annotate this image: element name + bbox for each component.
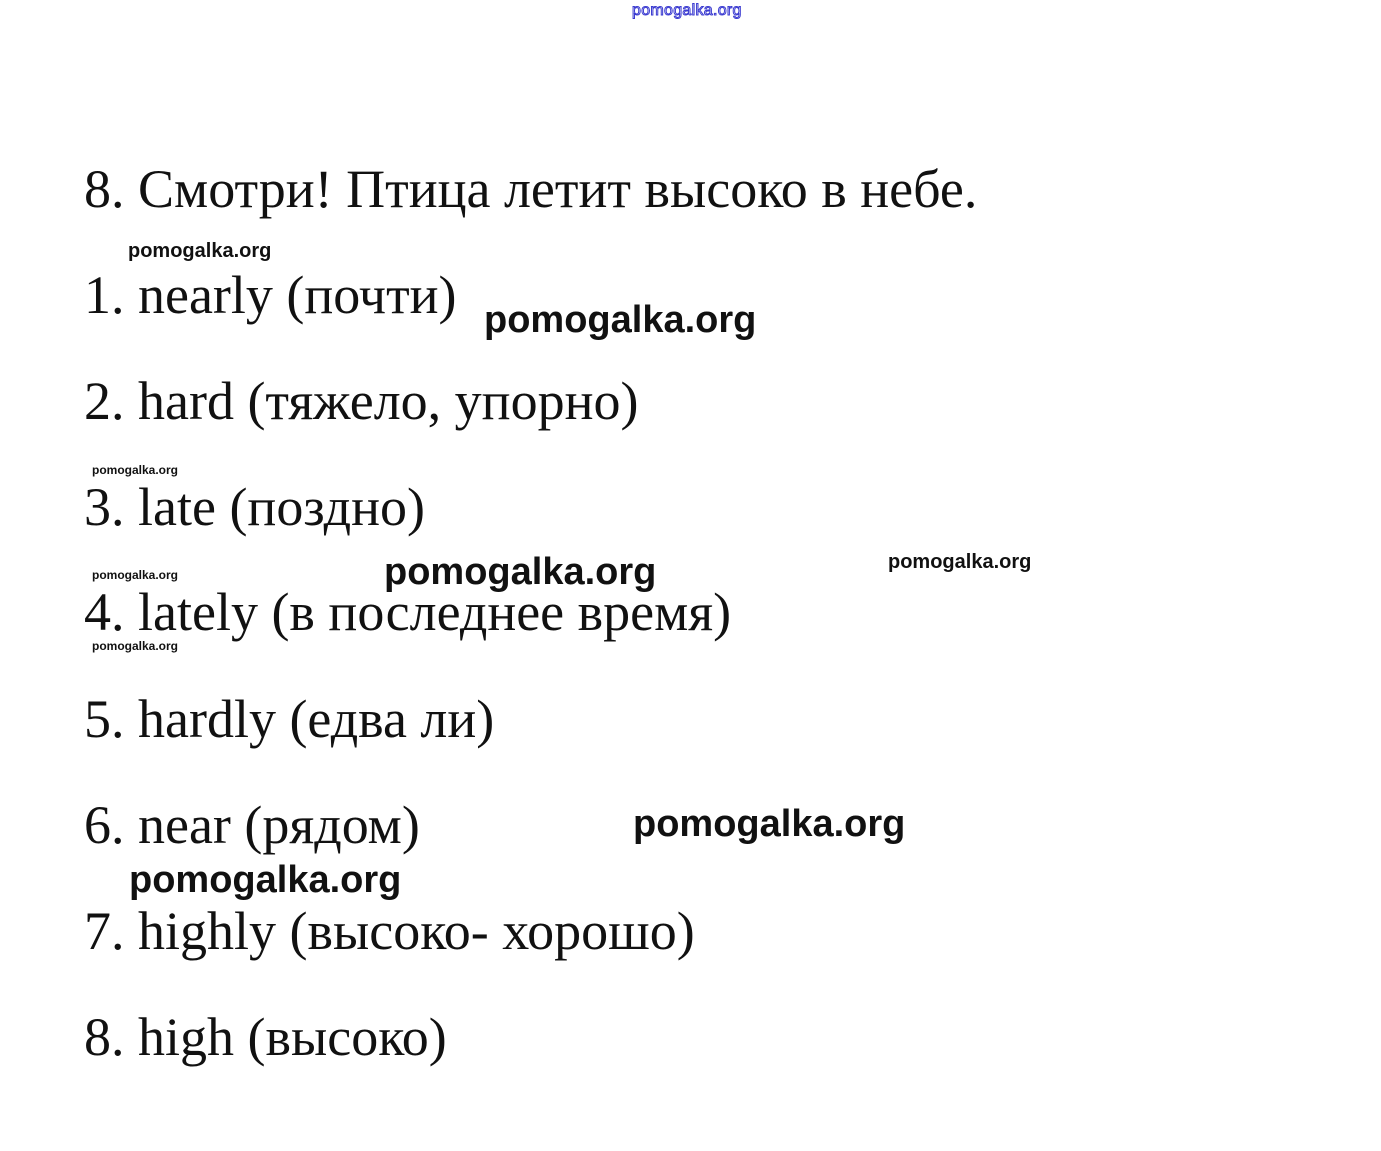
answer-line-6: 6. near (рядом)	[84, 795, 420, 855]
watermark: pomogalka.org	[92, 639, 179, 653]
watermark: pomogalka.org	[633, 803, 906, 845]
answer-line-4: 4. lately (в последнее время)	[84, 582, 732, 642]
watermark: pomogalka.org	[92, 568, 179, 582]
watermark: pomogalka.org	[128, 240, 272, 262]
watermark: pomogalka.org	[888, 551, 1032, 573]
answer-line-8: 8. high (высоко)	[84, 1007, 447, 1067]
header-watermark: pomogalka.org	[632, 2, 742, 19]
watermark: pomogalka.org	[129, 859, 402, 901]
answer-line-3: 3. late (поздно)	[84, 477, 426, 537]
watermark: pomogalka.org	[484, 299, 757, 341]
answer-line-1: 1. nearly (почти)	[84, 265, 457, 325]
answer-line-7: 7. highly (высоко- хорошо)	[84, 901, 695, 961]
watermark: pomogalka.org	[92, 463, 179, 477]
answer-line-5: 5. hardly (едва ли)	[84, 689, 495, 749]
watermark: pomogalka.org	[384, 551, 657, 593]
sentence-line: 8. Смотри! Птица летит высоко в небе.	[84, 159, 978, 219]
answer-line-2: 2. hard (тяжело, упорно)	[84, 371, 639, 431]
